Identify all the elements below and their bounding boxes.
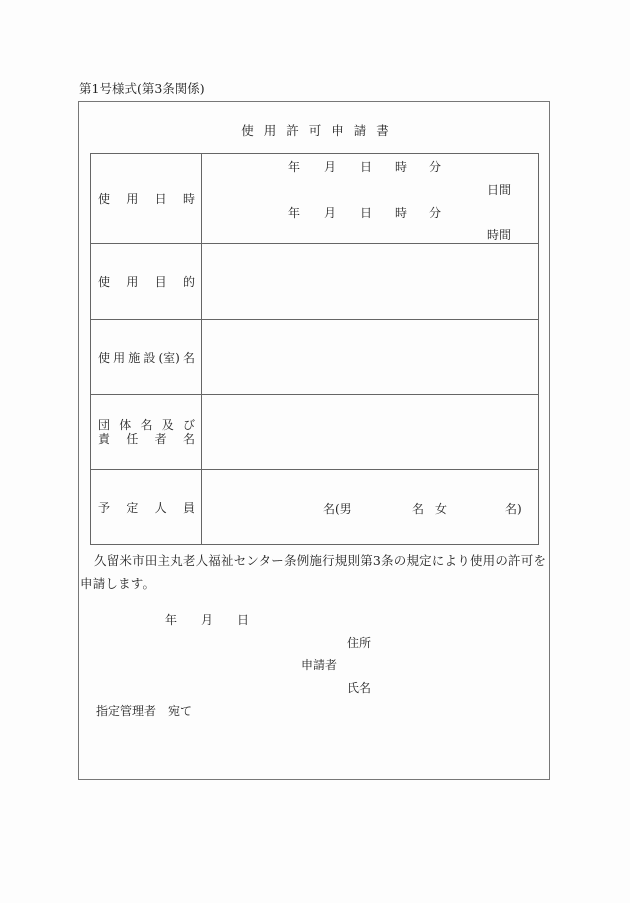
label-usage-datetime xyxy=(91,154,202,244)
label-char: 用 xyxy=(113,350,126,365)
start-day-unit: 日 xyxy=(360,160,373,174)
label-char: 時 xyxy=(182,192,195,206)
label-char: 員 xyxy=(182,500,195,515)
label-usage-purpose xyxy=(91,244,202,320)
row-facility-name xyxy=(91,320,539,395)
label-char: 目 xyxy=(154,275,167,289)
label-char: 施 xyxy=(128,350,141,365)
address-label: 住所 xyxy=(347,636,372,650)
start-minute-unit: 分 xyxy=(429,160,442,174)
total-unit: 名(男 xyxy=(323,502,352,516)
label-char: 任 xyxy=(126,432,139,446)
label-char: 人 xyxy=(154,500,167,515)
label-char: 設 xyxy=(143,350,156,365)
label-char: 使 xyxy=(98,350,111,365)
field-facility-name[interactable] xyxy=(202,320,539,395)
row-usage-purpose xyxy=(91,244,539,320)
end-day-unit: 日 xyxy=(360,206,373,220)
start-month-unit: 月 xyxy=(324,160,337,174)
date-day-unit: 日 xyxy=(237,613,250,627)
label-char: び xyxy=(182,418,195,432)
label-char: (室) xyxy=(158,350,180,365)
label-char: 責 xyxy=(98,432,111,446)
addressee-text: 指定管理者 宛て xyxy=(96,704,193,718)
label-char: 日 xyxy=(154,192,167,206)
label-char: 名 xyxy=(182,432,195,446)
label-char: 用 xyxy=(126,192,139,206)
date-year-unit: 年 xyxy=(165,613,178,627)
label-char: 及 xyxy=(161,418,174,432)
label-char: 用 xyxy=(126,275,139,289)
start-year-unit: 年 xyxy=(288,160,301,174)
days-unit: 日間 xyxy=(487,183,512,197)
end-hour-unit: 時 xyxy=(395,206,408,220)
label-char: 予 xyxy=(98,500,111,515)
row-attendees xyxy=(91,470,539,545)
end-month-unit: 月 xyxy=(324,206,337,220)
row-usage-datetime xyxy=(91,154,539,244)
label-char: 使 xyxy=(98,192,111,206)
label-char: 者 xyxy=(154,432,167,446)
field-usage-purpose[interactable] xyxy=(202,244,539,320)
label-char: 団 xyxy=(98,418,111,432)
end-minute-unit: 分 xyxy=(429,206,442,220)
start-hour-unit: 時 xyxy=(395,160,408,174)
document-title: 使用許可申請書 xyxy=(241,123,399,138)
label-attendees xyxy=(91,470,202,545)
female-label: 女 xyxy=(435,502,448,516)
hours-unit: 時間 xyxy=(487,228,512,242)
label-organization xyxy=(91,395,202,470)
end-year-unit: 年 xyxy=(288,206,301,220)
label-char: 名 xyxy=(182,350,195,365)
label-char: 名 xyxy=(140,418,153,432)
row-organization xyxy=(91,395,539,470)
date-month-unit: 月 xyxy=(201,613,214,627)
declaration-text: 久留米市田主丸老人福祉センター条例施行規則第3条の規定により使用の許可を申請します。 xyxy=(80,553,547,591)
label-char: 体 xyxy=(119,418,132,432)
label-char: 使 xyxy=(98,275,111,289)
field-attendees[interactable] xyxy=(202,470,539,545)
field-organization[interactable] xyxy=(202,395,539,470)
application-table xyxy=(90,153,539,545)
male-unit: 名 xyxy=(412,502,425,516)
label-char: 的 xyxy=(182,275,195,289)
field-usage-datetime[interactable] xyxy=(202,154,539,244)
applicant-label: 申請者 xyxy=(301,658,338,672)
female-unit: 名) xyxy=(505,502,522,516)
form-number-label: 第1号様式(第3条関係) xyxy=(79,81,205,96)
label-facility-name xyxy=(91,320,202,395)
name-label: 氏名 xyxy=(347,681,372,695)
label-char: 定 xyxy=(126,500,139,515)
